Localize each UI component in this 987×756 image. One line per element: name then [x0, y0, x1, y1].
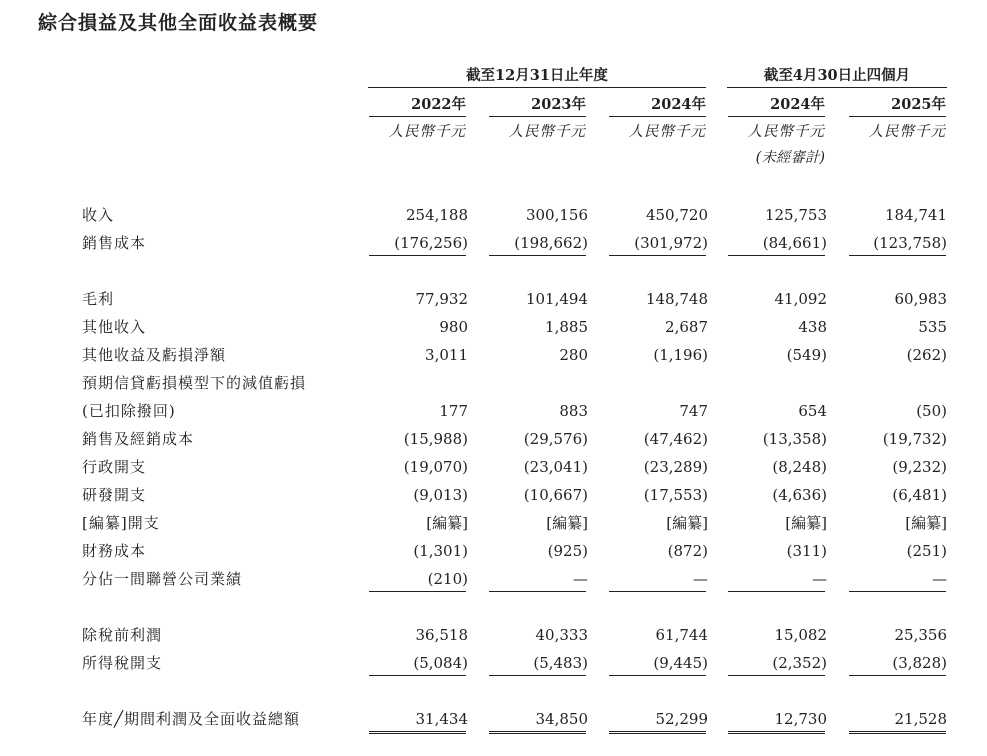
total-double-underline: [369, 731, 466, 734]
subtotal-underline: [849, 255, 946, 256]
table-cell: (9,445): [653, 654, 708, 672]
table-row: [0, 371, 987, 395]
table-cell: (549): [786, 346, 827, 364]
group-header-year-end-rule: [368, 87, 706, 88]
table-cell: (301,972): [634, 234, 708, 252]
table-cell: (3,828): [892, 654, 947, 672]
table-cell: 60,983: [894, 290, 947, 308]
table-cell: 450,720: [645, 206, 708, 224]
table-cell: (4,636): [772, 486, 827, 504]
table-cell: (872): [667, 542, 708, 560]
column-unaudited-note: (未經審計): [755, 150, 825, 166]
table-row: [0, 483, 987, 507]
table-cell: —: [573, 570, 588, 588]
table-cell: 52,299: [655, 710, 708, 728]
table-cell: (9,232): [892, 458, 947, 476]
table-cell: (9,013): [413, 486, 468, 504]
table-cell: [編纂]: [546, 514, 588, 532]
table-cell: (176,256): [394, 234, 468, 252]
table-cell: (6,481): [892, 486, 947, 504]
table-cell: 438: [798, 318, 827, 336]
table-cell: 3,011: [425, 346, 468, 364]
table-cell: 2,687: [665, 318, 708, 336]
column-unit: 人民幣千元: [508, 124, 586, 140]
table-cell: 148,748: [645, 290, 708, 308]
row-label: 所得稅開支: [82, 654, 163, 672]
table-cell: 1,885: [545, 318, 588, 336]
table-cell: (13,358): [762, 430, 827, 448]
table-row: [0, 203, 987, 227]
table-cell: 41,092: [774, 290, 827, 308]
table-row: [0, 427, 987, 451]
row-label: 其他收益及虧損淨額: [82, 346, 227, 364]
column-year-header: 2025年: [891, 96, 946, 113]
group-header-year-end: 截至12月31日止年度: [466, 67, 608, 84]
table-cell: 300,156: [525, 206, 588, 224]
subtotal-underline: [369, 591, 466, 592]
table-cell: 21,528: [894, 710, 947, 728]
table-cell: (8,248): [772, 458, 827, 476]
column-year-header: 2022年: [411, 96, 466, 113]
table-cell: (29,576): [523, 430, 588, 448]
column-header-rule: [609, 116, 706, 117]
column-year-header: 2024年: [651, 96, 706, 113]
column-unit: 人民幣千元: [747, 124, 825, 140]
table-cell: 654: [798, 402, 827, 420]
table-cell: (23,289): [643, 458, 708, 476]
table-cell: 36,518: [415, 626, 468, 644]
subtotal-underline: [728, 255, 825, 256]
table-row: [0, 343, 987, 367]
table-cell: 34,850: [535, 710, 588, 728]
row-label: 除稅前利潤: [82, 626, 163, 644]
table-row: [0, 511, 987, 535]
row-label: 預期信貸虧損模型下的減值虧損: [82, 374, 307, 392]
table-row: [0, 287, 987, 311]
table-cell: (19,070): [403, 458, 468, 476]
table-cell: [編纂]: [666, 514, 708, 532]
table-cell: (10,667): [523, 486, 588, 504]
table-cell: 25,356: [894, 626, 947, 644]
row-label: 其他收入: [82, 318, 147, 336]
table-row: [0, 399, 987, 423]
table-cell: 280: [559, 346, 588, 364]
table-cell: (50): [916, 402, 947, 420]
table-cell: 125,753: [764, 206, 827, 224]
table-cell: 61,744: [655, 626, 708, 644]
table-cell: 184,741: [884, 206, 947, 224]
table-cell: [編纂]: [785, 514, 827, 532]
row-label: [編纂]開支: [82, 514, 160, 532]
column-unit: 人民幣千元: [628, 124, 706, 140]
total-double-underline: [728, 731, 825, 734]
row-label: 銷售成本: [82, 234, 147, 252]
table-cell: 31,434: [415, 710, 468, 728]
row-label: 財務成本: [82, 542, 147, 560]
row-label: 毛利: [82, 290, 115, 308]
table-cell: (262): [906, 346, 947, 364]
table-cell: 980: [439, 318, 468, 336]
table-cell: (123,758): [873, 234, 947, 252]
subtotal-underline: [728, 591, 825, 592]
subtotal-underline: [369, 255, 466, 256]
table-cell: 77,932: [415, 290, 468, 308]
row-label: 行政開支: [82, 458, 147, 476]
table-cell: (15,988): [403, 430, 468, 448]
row-label: 收入: [82, 206, 115, 224]
total-double-underline: [489, 731, 586, 734]
table-cell: 12,730: [774, 710, 827, 728]
table-cell: [編纂]: [426, 514, 468, 532]
subtotal-underline: [369, 675, 466, 676]
table-cell: (2,352): [772, 654, 827, 672]
column-header-rule: [489, 116, 586, 117]
row-label: 年度╱期間利潤及全面收益總額: [82, 710, 301, 728]
subtotal-underline: [609, 675, 706, 676]
subtotal-underline: [849, 591, 946, 592]
table-cell: (1,196): [653, 346, 708, 364]
table-cell: 40,333: [535, 626, 588, 644]
table-cell: (47,462): [643, 430, 708, 448]
table-cell: (925): [547, 542, 588, 560]
table-cell: —: [693, 570, 708, 588]
subtotal-underline: [489, 255, 586, 256]
column-year-header: 2024年: [770, 96, 825, 113]
table-cell: (17,553): [643, 486, 708, 504]
table-row: [0, 315, 987, 339]
subtotal-underline: [609, 255, 706, 256]
table-cell: (251): [906, 542, 947, 560]
subtotal-underline: [849, 675, 946, 676]
total-double-underline: [609, 731, 706, 734]
table-cell: 15,082: [774, 626, 827, 644]
table-cell: (84,661): [762, 234, 827, 252]
statement-title: 綜合損益及其他全面收益表概要: [38, 12, 319, 34]
subtotal-underline: [609, 591, 706, 592]
group-header-four-months: 截至4月30日止四個月: [763, 67, 911, 84]
table-cell: (198,662): [514, 234, 588, 252]
table-row: [0, 455, 987, 479]
subtotal-underline: [489, 675, 586, 676]
group-header-four-months-rule: [727, 87, 947, 88]
table-cell: (1,301): [413, 542, 468, 560]
row-label: 研發開支: [82, 486, 147, 504]
row-label: 分佔一間聯營公司業績: [82, 570, 243, 588]
table-row: [0, 567, 987, 591]
table-cell: 177: [439, 402, 468, 420]
total-double-underline: [849, 731, 946, 734]
table-row: [0, 707, 987, 731]
table-cell: —: [812, 570, 827, 588]
table-row: [0, 651, 987, 675]
table-cell: (5,483): [533, 654, 588, 672]
column-header-rule: [728, 116, 825, 117]
column-header-rule: [369, 116, 466, 117]
column-header-rule: [849, 116, 946, 117]
table-cell: [編纂]: [905, 514, 947, 532]
row-label: 銷售及經銷成本: [82, 430, 195, 448]
table-row: [0, 623, 987, 647]
table-cell: 883: [559, 402, 588, 420]
table-cell: (5,084): [413, 654, 468, 672]
table-cell: 254,188: [405, 206, 468, 224]
subtotal-underline: [489, 591, 586, 592]
table-cell: 535: [918, 318, 947, 336]
table-cell: (210): [427, 570, 468, 588]
table-cell: (19,732): [882, 430, 947, 448]
table-cell: (311): [786, 542, 827, 560]
table-row: [0, 539, 987, 563]
row-label: (已扣除撥回): [82, 402, 176, 420]
table-cell: 101,494: [525, 290, 588, 308]
column-year-header: 2023年: [531, 96, 586, 113]
table-cell: —: [932, 570, 947, 588]
table-cell: (23,041): [523, 458, 588, 476]
table-row: [0, 231, 987, 255]
table-cell: 747: [679, 402, 708, 420]
subtotal-underline: [728, 675, 825, 676]
column-unit: 人民幣千元: [868, 124, 946, 140]
column-unit: 人民幣千元: [388, 124, 466, 140]
